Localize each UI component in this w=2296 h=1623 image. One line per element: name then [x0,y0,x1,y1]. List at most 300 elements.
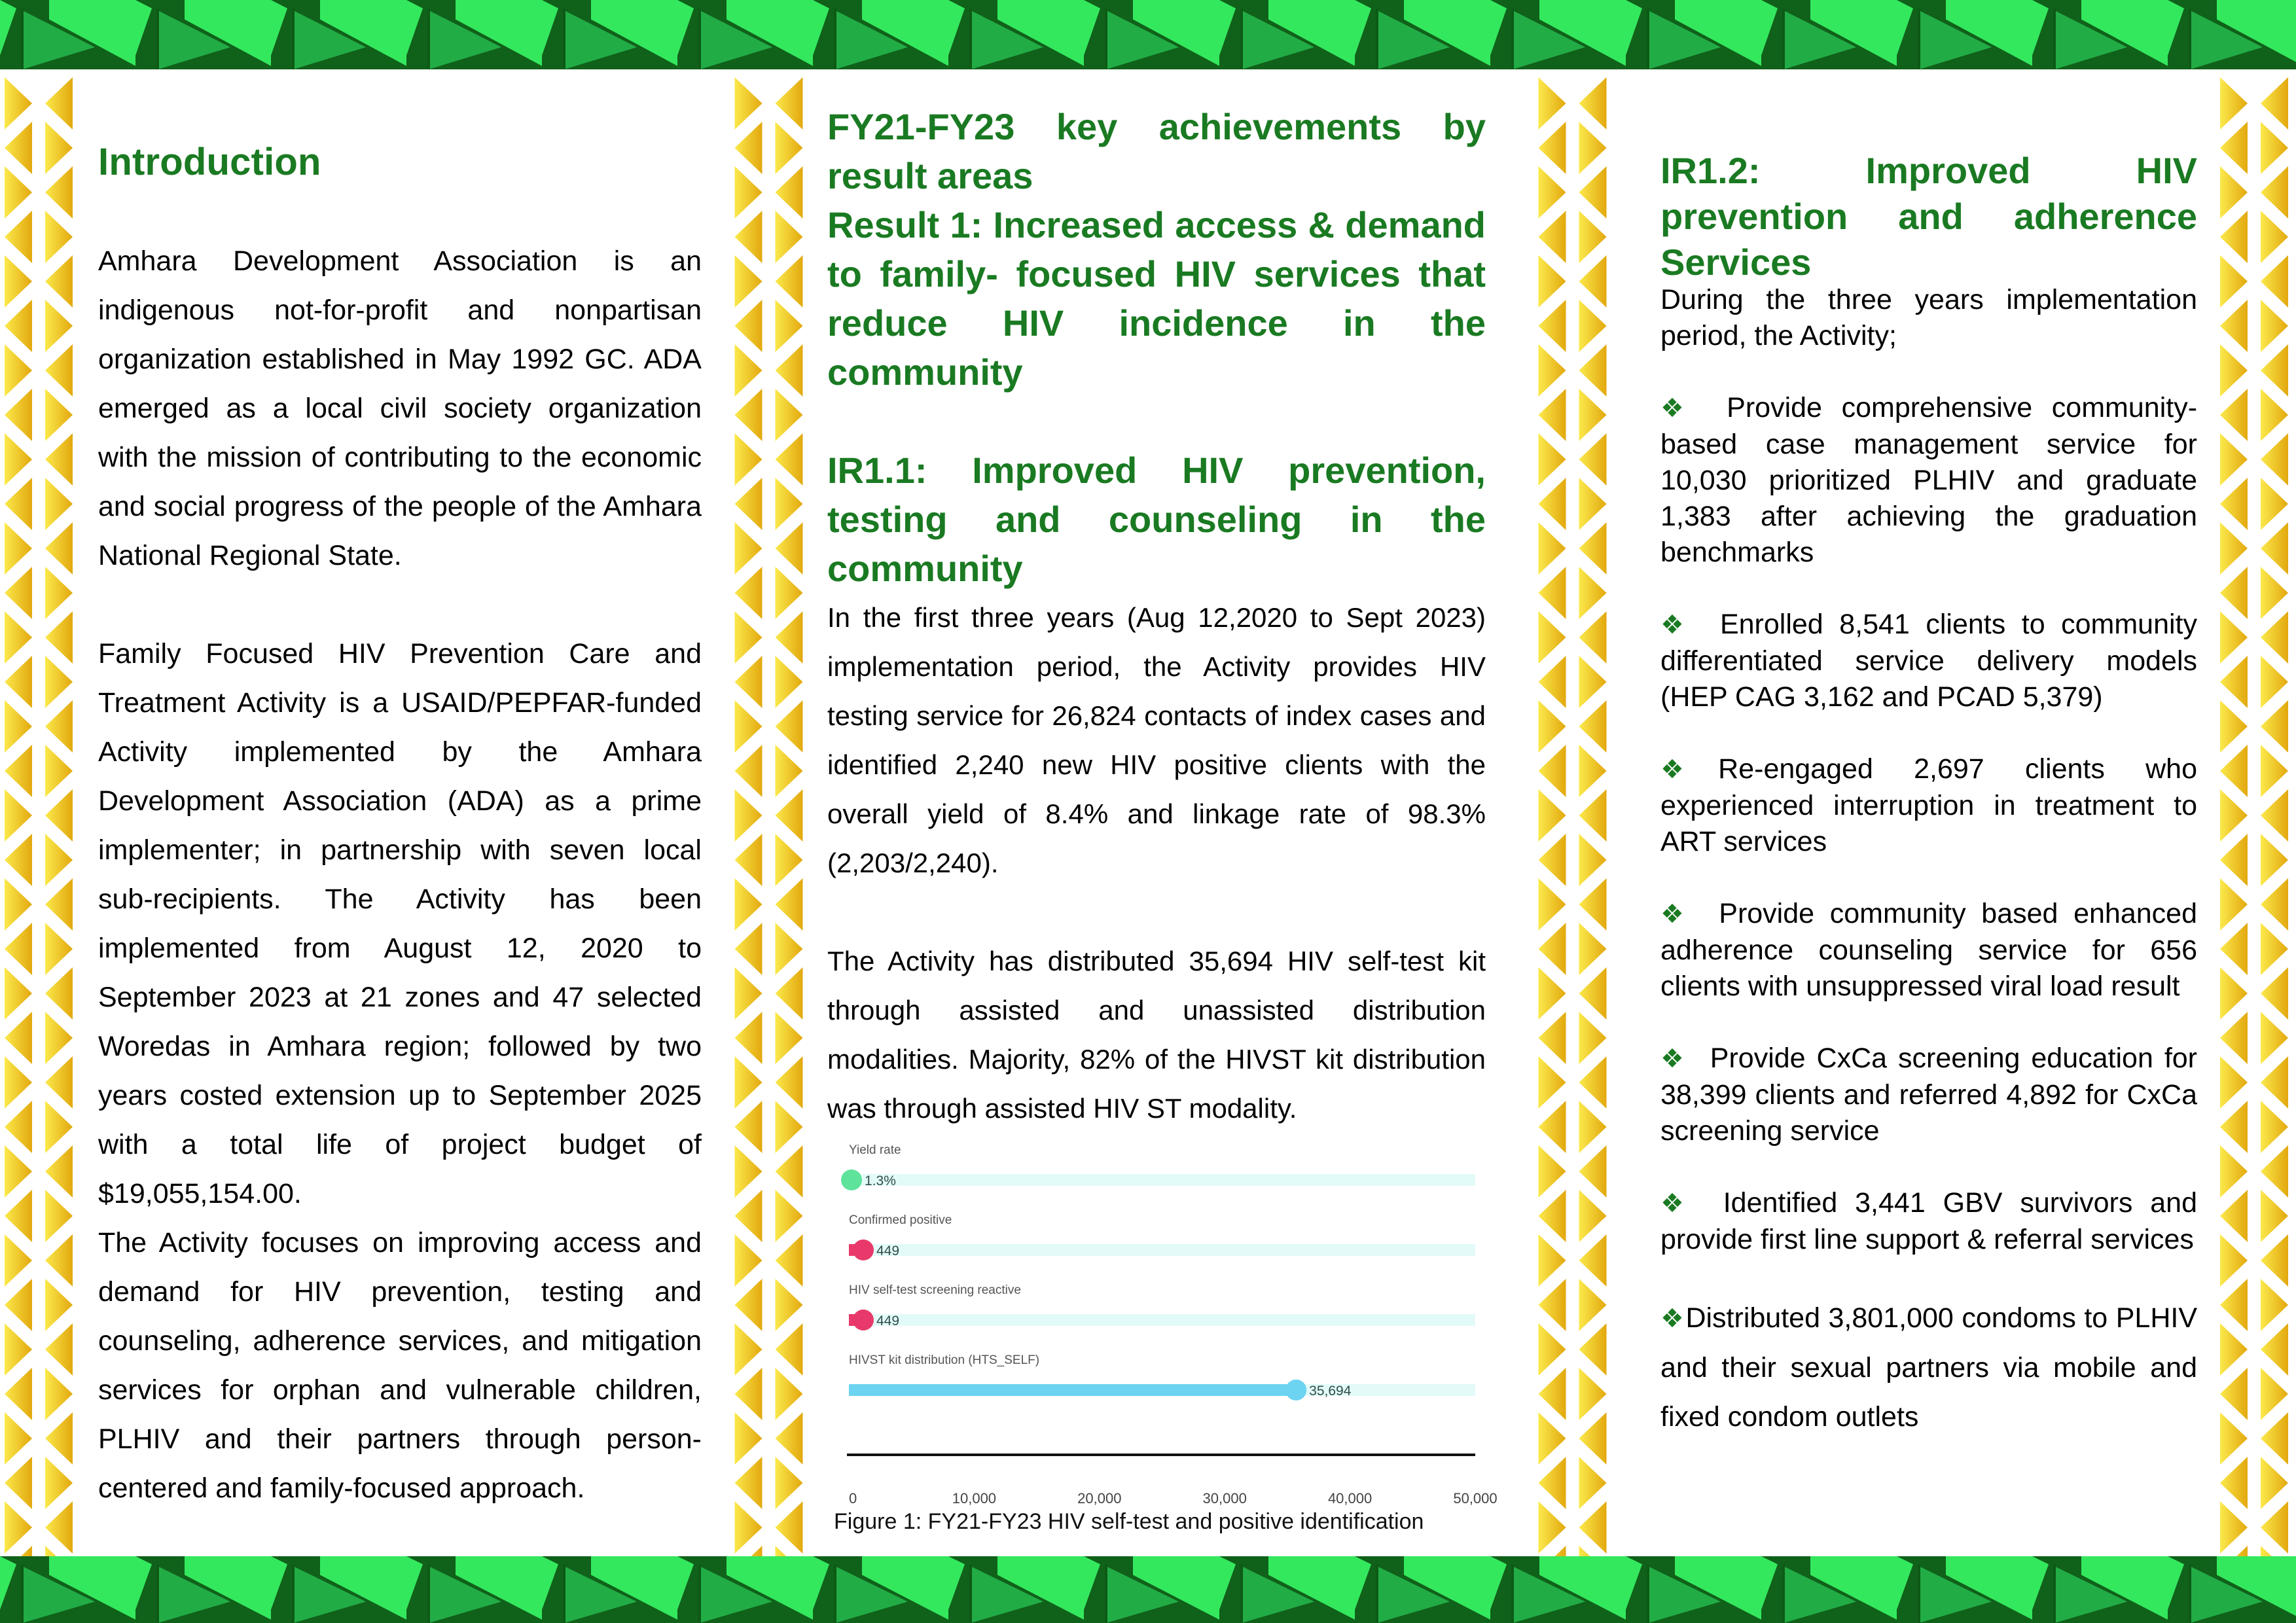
band-tile [0,1556,135,1623]
gold-triangle [2220,344,2248,397]
gold-triangle [776,1101,803,1153]
gold-triangle [1579,1323,1607,1376]
x-tick-label: 10,000 [952,1490,997,1507]
band-tile [1897,1556,2032,1623]
gold-triangle [45,1234,73,1287]
gold-triangle [45,344,73,397]
gold-triangle [2261,700,2288,753]
bar [849,1384,1296,1396]
gold-triangle [2261,300,2288,352]
gold-triangle [1579,211,1607,263]
gold-triangle [776,745,803,797]
gold-triangle [5,1190,32,1242]
gold-triangle [5,1457,32,1509]
gold-triangle [776,122,803,174]
band-tile [406,1556,542,1623]
gold-triangle [2220,567,2248,619]
gold-triangle [2261,878,2288,931]
gold-triangle [776,1279,803,1331]
gold-triangle [2220,1412,2248,1465]
gold-triangle [776,77,803,130]
gold-triangle [776,1145,803,1198]
gold-triangle [735,522,762,575]
gold-triangle [776,1012,803,1064]
gold-triangle [776,1368,803,1420]
gold-triangle [2261,433,2288,486]
gold-triangle [45,1012,73,1064]
gold-triangle [2220,611,2248,664]
gold-triangle [1579,700,1607,753]
gold-triangle [1539,967,1566,1020]
gold-triangle [2220,1501,2248,1554]
list-item [1660,1294,2197,1442]
gold-triangle [2261,834,2288,886]
gold-triangle [2261,211,2288,263]
gold-triangle [5,1323,32,1376]
gold-triangle [5,745,32,797]
gold-triangle [1579,344,1607,397]
gold-triangle [1539,656,1566,708]
gold-triangle [5,700,32,753]
band-tile [2032,0,2168,69]
gold-triangle [2220,1012,2248,1064]
gold-triangle [2220,478,2248,530]
gold-triangle [2261,1056,2288,1109]
gold-triangle [776,656,803,708]
gold-triangle [1539,1056,1566,1109]
gold-triangle [1539,923,1566,975]
result-1-heading: Result 1: Increased access & demand to family- focused HIV services that reduce HIV incidence in the community [827,204,1486,393]
gold-triangle [1579,834,1607,886]
gold-triangle [1539,700,1566,753]
introduction-title: Introduction [98,141,321,183]
band-tile [1355,1556,1490,1623]
gold-triangle [776,389,803,441]
gold-triangle [45,122,73,174]
gold-triangle [2220,77,2248,130]
gold-triangle [2220,967,2248,1020]
gold-triangle [776,522,803,575]
gold-triangle [735,611,762,664]
gold-triangle [45,967,73,1020]
gold-triangle [735,878,762,931]
gold-triangle [2261,1145,2288,1198]
gold-triangle [1539,789,1566,842]
gold-triangle [5,211,32,263]
gold-triangle [2220,878,2248,931]
bar-track [849,1174,1475,1186]
band-tile [135,0,271,69]
gold-triangle [735,122,762,174]
gold-triangle [2261,1279,2288,1331]
band-tile [677,1556,813,1623]
gold-triangle [776,300,803,352]
gold-triangle [2261,1457,2288,1509]
gold-triangle [1539,1234,1566,1287]
gold-triangle [776,878,803,931]
gold-triangle-pattern-icon [728,77,810,1556]
gold-triangle [1579,433,1607,486]
gold-triangle [776,1190,803,1242]
gold-triangle [735,1412,762,1465]
gold-triangle [45,1368,73,1420]
gold-triangle [45,1279,73,1331]
gold-triangle [1539,344,1566,397]
category-label: HIV self-test screening reactive [849,1283,1021,1297]
band-tile [1761,0,1897,69]
category-label: HIVST kit distribution (HTS_SELF) [849,1353,1040,1367]
gold-triangle [45,1457,73,1509]
gold-triangle [2220,745,2248,797]
gold-triangle [5,567,32,619]
gold-triangle [735,478,762,530]
list-item [1660,607,2197,715]
band-tile [813,0,948,69]
gold-triangle [1579,255,1607,308]
diamond-bullet-icon: ❖ [1660,900,1692,929]
achievements-heading: FY21-FY23 key achievements by result areas [827,106,1486,196]
gold-triangle [2261,1368,2288,1420]
gold-triangle [2220,1457,2248,1509]
gold-triangle [735,211,762,263]
gold-triangle [776,255,803,308]
gold-triangle [2220,700,2248,753]
gold-triangle [1579,656,1607,708]
gold-triangle [1539,122,1566,174]
gold-triangle [1539,878,1566,931]
gold-triangle [1579,478,1607,530]
gold-triangle [1539,166,1566,219]
gold-triangle [1579,1457,1607,1509]
band-tile [0,0,135,69]
gold-triangle [5,255,32,308]
gold-triangle [1579,1012,1607,1064]
gold-triangle [735,166,762,219]
gold-triangle [776,1412,803,1465]
gold-triangle [1539,1190,1566,1242]
gold-triangle [776,166,803,219]
gold-triangle [1539,1012,1566,1064]
gold-triangle [5,789,32,842]
gold-triangle [776,1501,803,1554]
gold-triangle [5,389,32,441]
diamond-bullet-icon: ❖ [1660,1044,1687,1073]
gold-strip-divider-2 [1532,77,1613,1556]
gold-triangle [2220,1056,2248,1109]
gold-triangle [5,344,32,397]
gold-triangle [1579,1101,1607,1153]
gold-triangle [776,834,803,886]
gold-triangle [5,1279,32,1331]
gold-triangle [776,433,803,486]
triangle-pattern-icon [0,0,2296,69]
gold-triangle [2261,611,2288,664]
gold-triangle [1539,834,1566,886]
gold-triangle [735,745,762,797]
gold-triangle [735,656,762,708]
gold-triangle [5,433,32,486]
gold-triangle [2220,122,2248,174]
gold-triangle [2220,522,2248,575]
gold-triangle [2261,1501,2288,1554]
band-tile [1626,1556,1761,1623]
bar-track [849,1314,1475,1326]
gold-triangle [1539,1501,1566,1554]
bar-track [849,1244,1475,1256]
gold-triangle [5,77,32,130]
gold-triangle [776,611,803,664]
value-label: 1.3% [865,1173,896,1188]
intro-paragraph-1: Amhara Development Association is an indigenous not-for-profit and nonpartisan organization established in May 1992 GC. ADA emerged as a local civil society organization with the mission of contributing to the economic and social progress of the people of the Amhara National Regional State. [98,245,702,571]
gold-triangle [735,923,762,975]
band-tile [271,1556,406,1623]
gold-triangle [5,611,32,664]
gold-triangle [1579,745,1607,797]
gold-triangle [5,166,32,219]
category-label: Yield rate [849,1143,901,1157]
results-heading [827,102,1486,397]
gold-triangle [776,567,803,619]
gold-triangle [1579,522,1607,575]
gold-triangle [2261,745,2288,797]
gold-triangle [1579,1190,1607,1242]
diamond-bullet-icon: ❖ [1660,1304,1685,1333]
gold-triangle [2261,255,2288,308]
gold-triangle [2261,478,2288,530]
gold-triangle [1579,567,1607,619]
gold-triangle [1539,478,1566,530]
gold-triangle [5,967,32,1020]
gold-triangle [2261,1101,2288,1153]
gold-triangle [735,1368,762,1420]
list-item-text: Re-engaged 2,697 clients who experienced interruption in treatment to ART services [1660,753,2197,857]
gold-triangle [2261,1012,2288,1064]
band-tile [948,1556,1084,1623]
diamond-bullet-icon: ❖ [1660,755,1717,784]
intro-paragraph-3: The Activity focuses on improving access and demand for HIV prevention, testing and counseling, adherence services, and mitigation services for orphan and vulnerable children, PLHIV and their partners through person-centered and family-focused approach. [98,1227,702,1504]
gold-strip-left [0,77,77,1556]
gold-strip-right [2212,77,2296,1556]
gold-triangle [45,878,73,931]
list-item [1660,390,2197,571]
gold-triangle [735,567,762,619]
gold-triangle [45,1412,73,1465]
gold-triangle [1579,967,1607,1020]
hivst-chart [827,1139,1498,1507]
gold-triangle [5,522,32,575]
list-item [1660,896,2197,1005]
gold-triangle [735,300,762,352]
gold-triangle [2261,567,2288,619]
list-item [1660,751,2197,860]
triangle-pattern-icon [0,1556,2296,1623]
x-tick-label: 20,000 [1077,1490,1122,1507]
bar-end-marker [853,1310,874,1330]
gold-triangle [2220,433,2248,486]
band-tile [2168,0,2296,69]
gold-triangle [45,478,73,530]
gold-triangle [5,122,32,174]
gold-triangle [2261,1190,2288,1242]
gold-triangle [45,300,73,352]
gold-triangle [45,567,73,619]
gold-triangle [1579,611,1607,664]
diamond-bullet-icon: ❖ [1660,394,1696,423]
gold-triangle [5,878,32,931]
gold-triangle [2261,923,2288,975]
gold-triangle [735,1056,762,1109]
gold-strip-divider-1 [728,77,810,1556]
gold-triangle [1539,77,1566,130]
gold-triangle [2220,1234,2248,1287]
gold-triangle [5,1101,32,1153]
gold-triangle [45,522,73,575]
gold-triangle [1539,1279,1566,1331]
gold-triangle [45,433,73,486]
gold-triangle [45,700,73,753]
gold-triangle [735,344,762,397]
gold-triangle [45,1501,73,1554]
gold-triangle [776,1457,803,1509]
value-label: 449 [876,1243,900,1258]
gold-triangle [45,656,73,708]
gold-triangle [2220,255,2248,308]
gold-triangle [1539,522,1566,575]
intro-paragraph-2: Family Focused HIV Prevention Care and Treatment Activity is a USAID/PEPFAR-funded Activity implemented by the Amhara Development Association (ADA) as a prime implementer; in partnership with seven local sub-recipients. The Activity has been implemented from August 12, 2020 to September 2023 at 21 zones and 47 selected Woredas in Amhara region; followed by two years costed extension up to September 2025 with a total life of project budget of $19,055,154.00. [98,638,702,1209]
gold-triangle [2261,344,2288,397]
gold-triangle [45,1056,73,1109]
gold-triangle [2220,1101,2248,1153]
band-tile [1761,1556,1897,1623]
gold-triangle [735,834,762,886]
gold-triangle-pattern-icon [1532,77,1613,1556]
gold-triangle [776,789,803,842]
gold-triangle [1579,1501,1607,1554]
gold-triangle [2220,389,2248,441]
list-item-text: Provide CxCa screening education for 38,399 clients and referred 4,892 for CxCa screening service [1660,1043,2197,1147]
list-item-text: Identified 3,441 GBV survivors and provide first line support & referral services [1660,1187,2197,1255]
gold-triangle [776,1056,803,1109]
band-tile [1219,1556,1355,1623]
gold-triangle [45,923,73,975]
gold-triangle [2261,967,2288,1020]
list-item-text: Provide comprehensive community-based case management service for 10,030 prioritized PLHIV and graduate 1,383 after achieving the graduation benchmarks [1660,392,2198,568]
gold-triangle [1539,1145,1566,1198]
gold-triangle [2220,834,2248,886]
gold-triangle [5,1056,32,1109]
gold-triangle [2220,1145,2248,1198]
gold-triangle [1579,300,1607,352]
value-label: 449 [876,1313,900,1329]
value-label: 35,694 [1309,1383,1352,1399]
gold-triangle [5,656,32,708]
achievement-list [1660,390,2197,1478]
results-paragraph-2: The Activity has distributed 35,694 HIV self-test kit through assisted and unassisted distribution modalities. Majority, 82% of the HIVST kit distribution was through assisted HIV ST modality. [827,946,1486,1124]
gold-triangle [776,923,803,975]
band-tile [1355,0,1490,69]
gold-triangle [2220,1190,2248,1242]
gold-triangle [1539,255,1566,308]
ir12-heading: IR1.2: Improved HIV prevention and adherence Services [1660,150,2197,283]
gold-triangle [1579,923,1607,975]
gold-triangle [45,211,73,263]
gold-triangle [5,300,32,352]
gold-triangle [735,1501,762,1554]
gold-triangle [5,1501,32,1554]
results-paragraph-1: In the first three years (Aug 12,2020 to Sept 2023) implementation period, the Activity provides HIV testing service for 26,824 contacts of index cases and identified 2,240 new HIV positive clients with the overall yield of 8.4% and linkage rate of 98.3% (2,203/2,240). [827,602,1486,878]
bar-end-marker [853,1240,874,1260]
gold-triangle [5,1412,32,1465]
band-tile [135,1556,271,1623]
x-tick-label: 40,000 [1327,1490,1372,1507]
gold-triangle [1579,878,1607,931]
gold-triangle [1539,433,1566,486]
band-tile [542,1556,677,1623]
gold-triangle [2261,389,2288,441]
gold-triangle [1579,1145,1607,1198]
band-tile [2032,1556,2168,1623]
gold-triangle [2220,300,2248,352]
gold-triangle [1579,1412,1607,1465]
gold-triangle [735,1457,762,1509]
gold-triangle [776,967,803,1020]
gold-triangle [45,1145,73,1198]
gold-triangle [776,1234,803,1287]
band-tile [677,0,813,69]
gold-triangle [2261,1412,2288,1465]
list-item [1660,1041,2197,1149]
figure-caption: Figure 1: FY21-FY23 HIV self-test and positive identification [834,1509,1424,1534]
gold-triangle [735,433,762,486]
gold-triangle [776,1323,803,1376]
top-border-band [0,0,2296,69]
gold-triangle [2220,211,2248,263]
gold-triangle [2220,789,2248,842]
gold-triangle [1539,211,1566,263]
gold-triangle [1579,789,1607,842]
results-panel [827,69,1498,1556]
gold-triangle [776,344,803,397]
gold-triangle [45,834,73,886]
gold-triangle [1579,1234,1607,1287]
x-tick-label: 50,000 [1453,1490,1498,1507]
gold-triangle [2220,1323,2248,1376]
ir12-panel [1660,69,2197,1556]
gold-triangle [45,611,73,664]
gold-triangle [5,923,32,975]
diamond-bullet-icon: ❖ [1660,1189,1694,1218]
gold-triangle [1539,1101,1566,1153]
gold-triangle [735,1145,762,1198]
gold-triangle [2220,1368,2248,1420]
gold-triangle [1539,567,1566,619]
gold-triangle [735,1012,762,1064]
gold-triangle [5,1012,32,1064]
band-tile [2168,1556,2296,1623]
band-tile [1219,0,1355,69]
gold-triangle [45,1101,73,1153]
list-item-text: Enrolled 8,541 clients to community differentiated service delivery models (HEP CAG 3,162 and PCAD 5,379) [1660,609,2198,713]
gold-triangle [45,789,73,842]
gold-triangle [735,389,762,441]
gold-triangle [1539,1368,1566,1420]
gold-triangle [45,1323,73,1376]
bar-end-marker [841,1169,862,1190]
bar-end-marker [1285,1380,1306,1400]
gold-triangle [776,211,803,263]
gold-triangle [5,834,32,886]
bottom-border-band [0,1556,2296,1623]
